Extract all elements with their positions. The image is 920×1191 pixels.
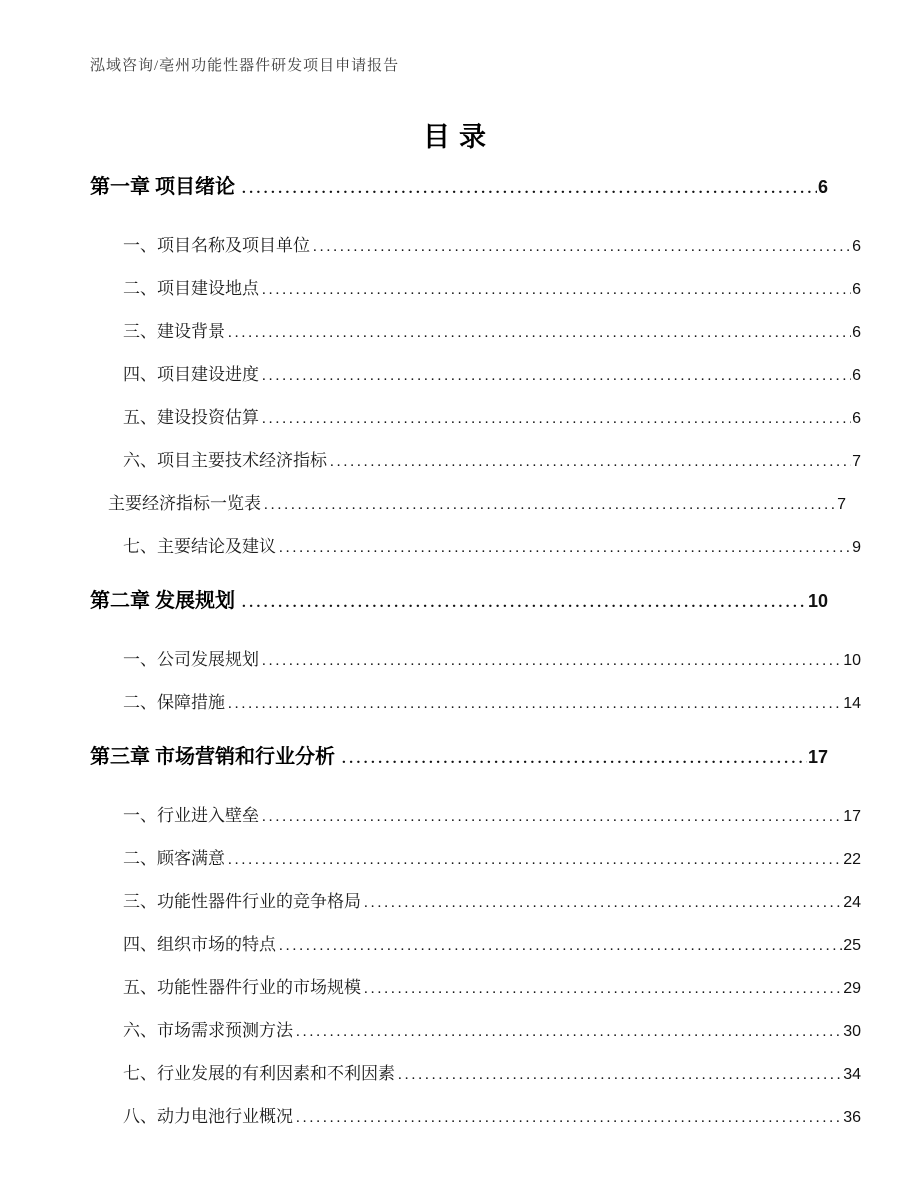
toc-dot-leader: [342, 743, 807, 773]
page-title: 目录: [423, 122, 495, 152]
toc-entry-label: 七、行业发展的有利因素和不利因素: [123, 1064, 395, 1083]
toc-dot-leader: [330, 440, 851, 483]
toc-entry-label: 二、保障措施: [123, 693, 225, 712]
toc-entry-label: 六、项目主要技术经济指标: [123, 451, 327, 470]
toc-entry-section: [90, 354, 861, 397]
toc-page-number: 14: [843, 695, 861, 712]
toc-page-number: 30: [843, 1023, 861, 1040]
toc-entry-section: [90, 440, 861, 483]
toc-page-number: 6: [852, 281, 861, 298]
toc-page-number: 36: [843, 1109, 861, 1126]
toc-page-number: 6: [852, 410, 861, 427]
toc-entry-label: 第一章 项目绪论: [90, 176, 235, 198]
toc-dot-leader: [228, 311, 851, 354]
toc-entry-chapter: [90, 173, 828, 203]
toc-entry-label: 四、组织市场的特点: [123, 935, 276, 954]
toc-page-number: 9: [852, 539, 861, 556]
toc-page-number: 7: [852, 453, 861, 470]
toc-entry-section: [90, 1096, 861, 1139]
toc-entry-section: [90, 795, 861, 838]
toc-entry-label: 第三章 市场营销和行业分析: [90, 746, 335, 768]
toc-page-number: 7: [837, 496, 846, 513]
toc-dot-leader: [242, 587, 807, 617]
table-of-contents: [90, 173, 861, 1139]
toc-entry-label: 三、建设背景: [123, 322, 225, 341]
toc-entry-label: 第二章 发展规划: [90, 590, 235, 612]
toc-page-number: 6: [852, 367, 861, 384]
toc-dot-leader: [228, 838, 842, 881]
toc-page-number: 10: [843, 652, 861, 669]
toc-entry-label: 一、项目名称及项目单位: [123, 236, 310, 255]
toc-entry-label: 六、市场需求预测方法: [123, 1021, 293, 1040]
toc-page-number: 6: [817, 177, 828, 197]
toc-entry-section: [90, 881, 861, 924]
toc-dot-leader: [279, 526, 851, 569]
toc-entry-label: 四、项目建设进度: [123, 365, 259, 384]
toc-entry-label: 七、主要结论及建议: [123, 537, 276, 556]
toc-dot-leader: [296, 1010, 842, 1053]
document-header: [90, 55, 828, 77]
toc-entry-label: 一、公司发展规划: [123, 650, 259, 669]
toc-page-number: 6: [852, 238, 861, 255]
toc-entry-section: [90, 1010, 861, 1053]
toc-page-number: 34: [843, 1066, 861, 1083]
document-header-text: 泓域咨询/亳州功能性器件研发项目申请报告: [90, 58, 400, 74]
toc-dot-leader: [262, 354, 851, 397]
toc-dot-leader: [264, 483, 836, 526]
toc-entry-section: [90, 311, 861, 354]
toc-page-number: 6: [852, 324, 861, 341]
toc-entry-label: 二、项目建设地点: [123, 279, 259, 298]
toc-page-number: 29: [843, 980, 861, 997]
toc-dot-leader: [262, 795, 842, 838]
toc-dot-leader: [364, 881, 842, 924]
toc-entry-section: [90, 682, 861, 725]
toc-entry-section: [90, 1053, 861, 1096]
toc-dot-leader: [296, 1096, 842, 1139]
toc-dot-leader: [262, 268, 851, 311]
toc-dot-leader: [398, 1053, 842, 1096]
toc-entry-label: 一、行业进入壁垒: [123, 806, 259, 825]
toc-page-number: 25: [843, 937, 861, 954]
toc-entry-section: [90, 967, 861, 1010]
toc-entry-section: [90, 225, 861, 268]
toc-entry-label: 五、功能性器件行业的市场规模: [123, 978, 361, 997]
toc-entry-section: [90, 838, 861, 881]
toc-entry-chapter: [90, 587, 828, 617]
toc-dot-leader: [364, 967, 842, 1010]
toc-dot-leader: [313, 225, 851, 268]
toc-entry-section: [90, 397, 861, 440]
toc-dot-leader: [262, 639, 842, 682]
toc-page-number: 10: [807, 591, 828, 611]
toc-entry-label: 八、动力电池行业概况: [123, 1107, 293, 1126]
toc-entry-section: [90, 526, 861, 569]
toc-page-number: 24: [843, 894, 861, 911]
toc-entry-section: [90, 639, 861, 682]
toc-dot-leader: [279, 924, 842, 967]
toc-entry-section: [90, 924, 861, 967]
toc-dot-leader: [228, 682, 842, 725]
toc-entry-label: 三、功能性器件行业的竞争格局: [123, 892, 361, 911]
toc-entry-sub: [90, 483, 846, 526]
toc-entry-label: 五、建设投资估算: [123, 408, 259, 427]
toc-page-number: 17: [843, 808, 861, 825]
toc-dot-leader: [262, 397, 851, 440]
toc-page-number: 17: [807, 747, 828, 767]
toc-entry-label: 主要经济指标一览表: [108, 494, 261, 513]
toc-page-number: 22: [843, 851, 861, 868]
toc-entry-label: 二、顾客满意: [123, 849, 225, 868]
toc-entry-section: [90, 268, 861, 311]
toc-entry-chapter: [90, 743, 828, 773]
toc-dot-leader: [242, 173, 817, 203]
